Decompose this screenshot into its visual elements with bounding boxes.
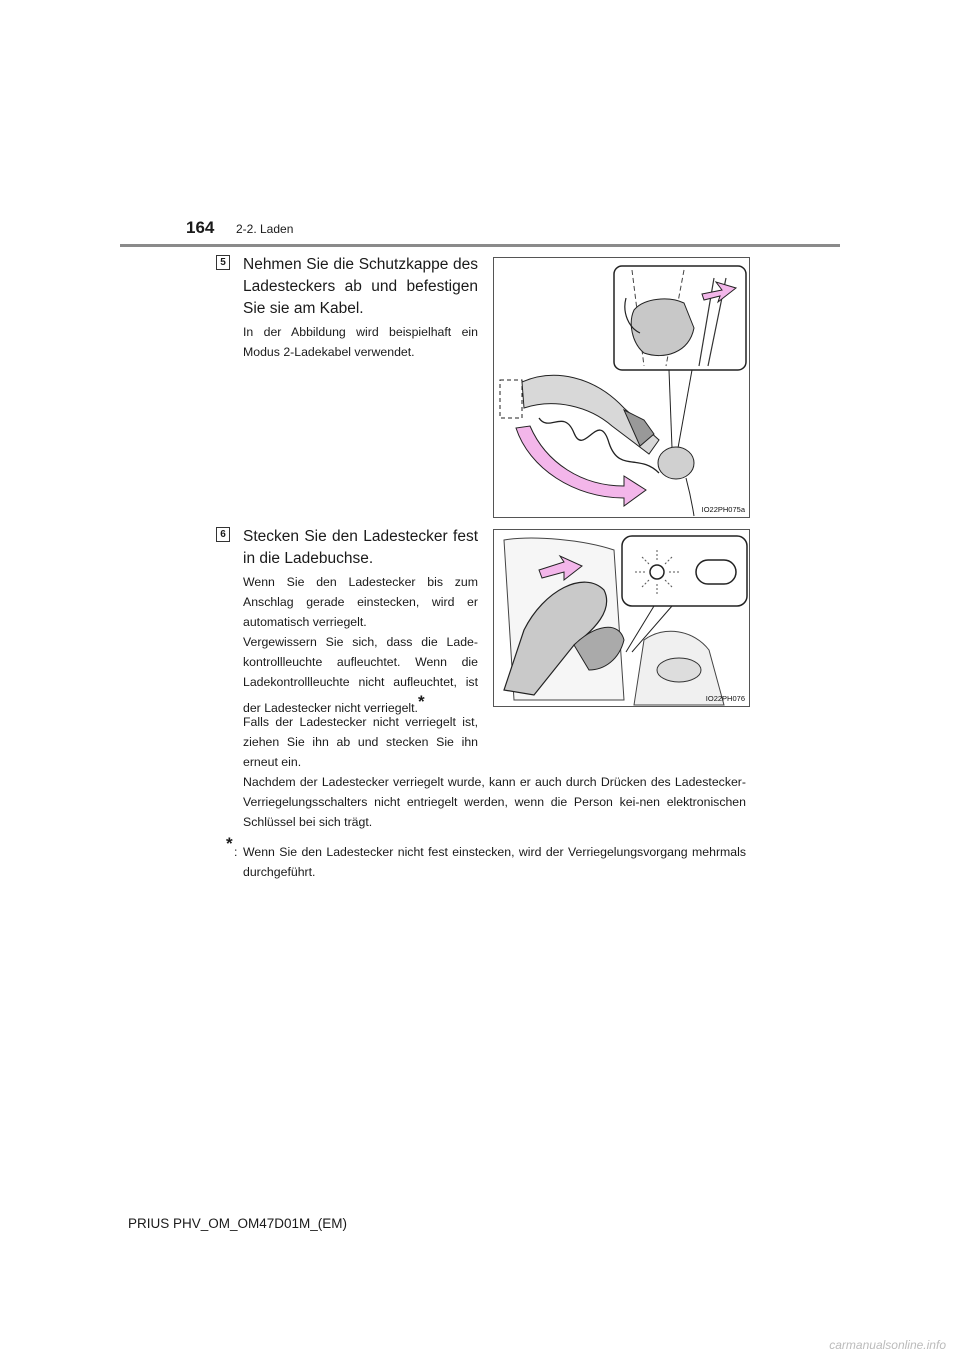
page-number: 164 [186, 218, 215, 237]
figure-code-076: IO22PH076 [705, 694, 745, 703]
step-5-note: In der Abbildung wird beispielhaft ein Modus 2-Ladekabel verwendet. [243, 325, 478, 359]
watermark: carmanualsonline.info [829, 1338, 946, 1352]
footnote-mark: * [226, 834, 233, 853]
step-6-badge: 6 [216, 527, 230, 542]
step-6-note-2-text: Vergewissern Sie sich, dass die Lade-kontrollleuchte aufleuchtet. Wenn die Ladekontrollleuchte nicht aufleuchtet, ist der Ladestecker nicht verriegelt. [243, 635, 478, 716]
section-title: 2-2. Laden [236, 222, 294, 236]
lock-explanation: Nachdem der Ladestecker verriegelt wurde, kann er auch durch Drücken des Ladestecker-Verriegelungsschalters nicht entriegelt werden, wenn die Person kei-nen elektronischen Schlüssel bei sich trägt. [243, 775, 746, 829]
step-5-badge: 5 [216, 255, 230, 270]
step-5-heading: Nehmen Sie die Schutzkappe des Ladesteckers ab und befestigen Sie sie am Kabel. [243, 256, 478, 317]
asterisk-ref: * [417, 692, 425, 711]
step-6-note-1: Wenn Sie den Ladestecker bis zum Anschlag gerade einstecken, wird er automatisch verriegelt. [243, 575, 478, 629]
footnote-colon: : [234, 845, 238, 859]
figure-code-075a: IO22PH075a [701, 505, 745, 514]
charging-inlet-illustration [494, 530, 750, 707]
footnote-text: Wenn Sie den Ladestecker nicht fest einstecken, wird der Verriegelungsvorgang mehrmals durchgeführt. [243, 845, 746, 879]
step-6-heading: Stecken Sie den Ladestecker fest in die Ladebuchse. [243, 528, 478, 567]
header-rule [120, 244, 840, 247]
step-6-note-3: Falls der Ladestecker nicht verriegelt ist, ziehen Sie ihn ab und stecken Sie ihn erneut ein. [243, 715, 478, 769]
figure-charging-inlet [493, 529, 750, 707]
document-footer: PRIUS PHV_OM_OM47D01M_(EM) [128, 1216, 348, 1231]
figure-protective-cap [493, 257, 750, 518]
step-6-note-2 [243, 632, 478, 718]
protective-cap-illustration [494, 258, 750, 518]
